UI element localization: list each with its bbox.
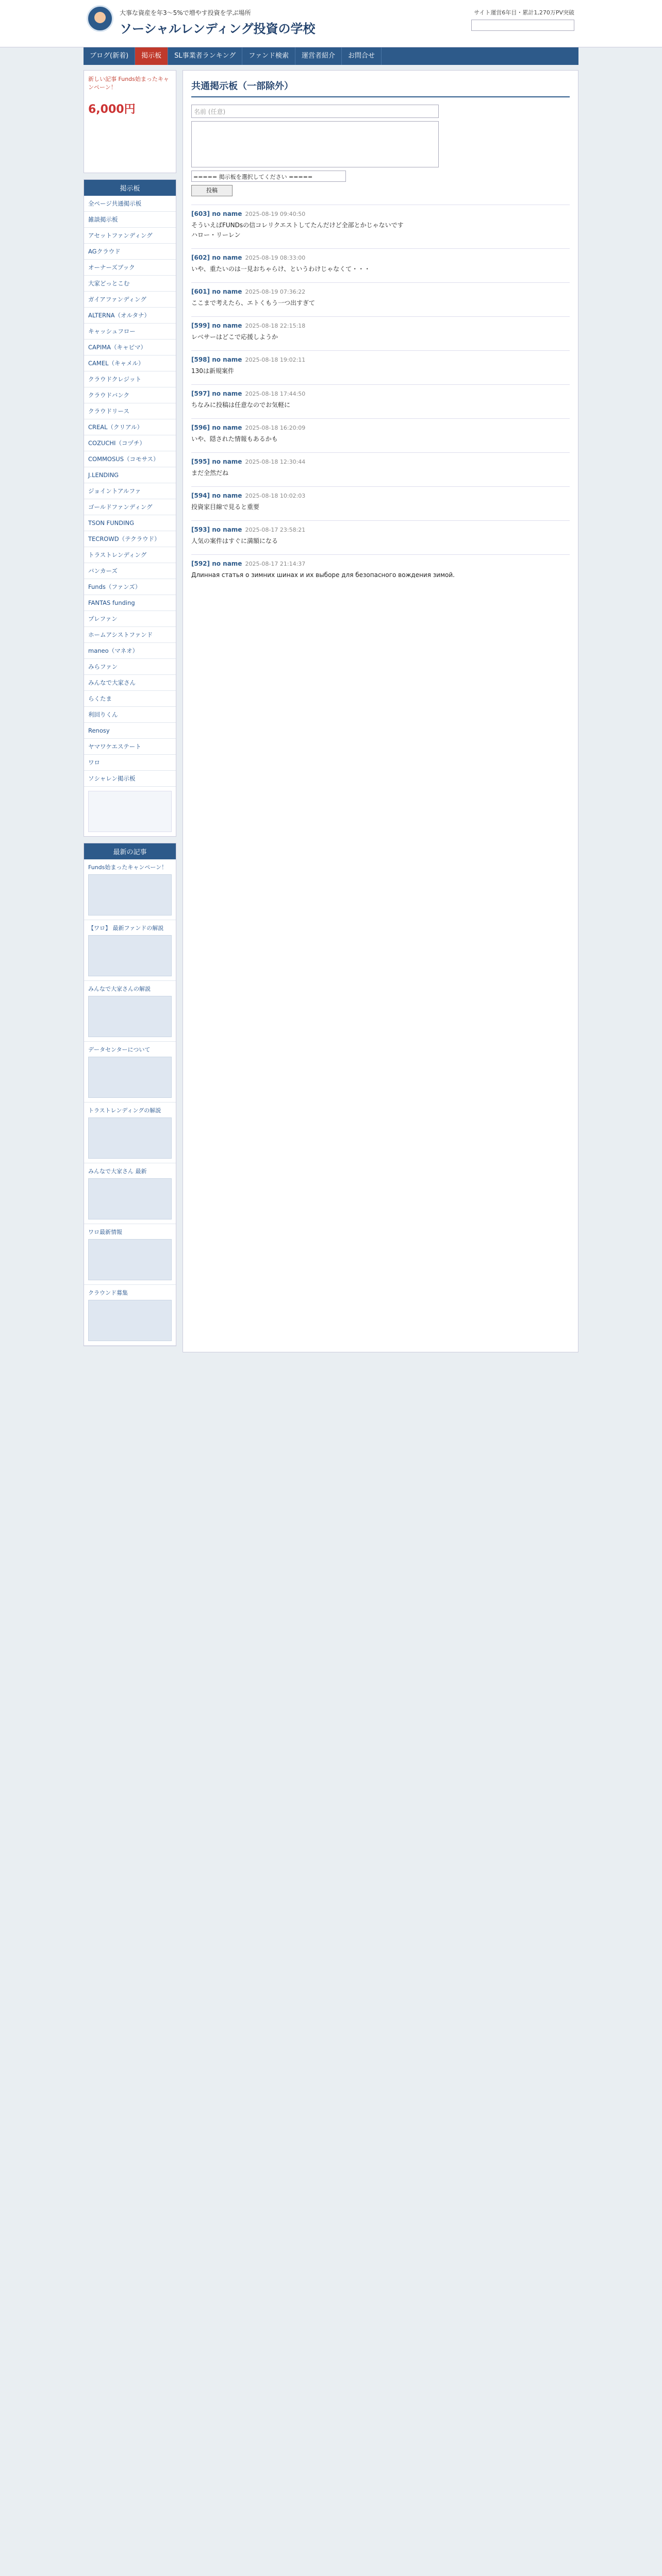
campaign-ad[interactable] — [84, 70, 176, 173]
board-post — [191, 486, 570, 520]
board-link[interactable]: COZUCHI（コヅチ） — [84, 435, 176, 451]
search-input[interactable] — [471, 20, 574, 31]
article-item[interactable] — [84, 1224, 176, 1285]
board-link[interactable]: ゴールドファンディング — [84, 499, 176, 515]
article-title: みんなで大家さん 最新 — [88, 1168, 147, 1175]
post-body: いや、隠された情報もあるかも — [191, 435, 278, 443]
post-date: 2025-08-18 16:20:09 — [245, 425, 306, 431]
nav-item[interactable]: 運営者紹介 — [295, 47, 342, 65]
post-date: 2025-08-19 07:36:22 — [245, 289, 306, 295]
article-thumbnail — [88, 935, 172, 976]
post-body: レベサーはどこで応援しようか — [191, 333, 278, 341]
post-date: 2025-08-17 21:14:37 — [245, 561, 306, 567]
board-link[interactable]: CAPIMA（キャピマ） — [84, 340, 176, 355]
board-link[interactable]: 雑談掲示板 — [84, 212, 176, 228]
board-link[interactable]: maneo（マネオ） — [84, 643, 176, 659]
board-link[interactable]: Funds（ファンズ） — [84, 579, 176, 595]
board-link[interactable]: Renosy — [84, 723, 176, 739]
post-number: [596] no name — [191, 424, 242, 431]
board-link[interactable]: プレファン — [84, 611, 176, 627]
board-post — [191, 248, 570, 282]
nav-item[interactable]: 掲示板 — [135, 47, 168, 65]
site-subtitle: 大事な資産を年3〜5%で増やす投資を学ぶ場所 — [120, 9, 251, 16]
article-title: Funds始まったキャンペーン！ — [88, 864, 168, 871]
board-select[interactable]: ===== 掲示板を選択してください ===== — [191, 171, 346, 182]
post-body: Длинная статья о зимних шинах и их выборе для безопасного вождения зимой. — [191, 571, 455, 579]
article-title: データセンターについて — [88, 1046, 151, 1053]
post-number: [602] no name — [191, 254, 242, 261]
article-item[interactable] — [84, 1285, 176, 1346]
nav-item[interactable]: SL事業者ランキング — [168, 47, 242, 65]
post-number: [593] no name — [191, 526, 242, 533]
board-post — [191, 554, 570, 588]
article-title: クラウンド募集 — [88, 1290, 128, 1296]
board-link[interactable]: TECROWD（テクラウド） — [84, 531, 176, 547]
article-thumbnail — [88, 1117, 172, 1159]
board-post — [191, 384, 570, 418]
article-thumbnail — [88, 996, 172, 1037]
name-field[interactable]: 名前 (任意) — [191, 105, 439, 118]
board-post — [191, 282, 570, 316]
board-link[interactable]: 大家どっとこむ — [84, 276, 176, 292]
post-date: 2025-08-17 23:58:21 — [245, 527, 306, 533]
article-title: ワロ最新情報 — [88, 1229, 122, 1235]
nav-item[interactable]: お問合せ — [342, 47, 382, 65]
recent-articles-title: 最新の記事 — [84, 843, 176, 859]
board-link[interactable]: みんなで大家さん — [84, 675, 176, 691]
board-link[interactable]: オーナーズブック — [84, 260, 176, 276]
site-title[interactable]: ソーシャルレンディング投資の学校 — [120, 22, 316, 36]
header-note: サイト運営6年目・累計1,270万PV突破 — [474, 9, 574, 16]
nav-item[interactable]: ファンド検索 — [242, 47, 295, 65]
article-item[interactable] — [84, 1163, 176, 1224]
board-link[interactable]: CAMEL（キャメル） — [84, 355, 176, 371]
post-body: ここまで考えたら、エトくもう一つ出すぎて — [191, 299, 316, 307]
site-header — [0, 0, 662, 47]
board-link[interactable]: トラストレンディング — [84, 547, 176, 563]
board-link[interactable]: J.LENDING — [84, 467, 176, 483]
post-body: 130は新規案件 — [191, 367, 234, 375]
post-body: そういえばFUNDsの信コレリクエストしてたんだけど全部とかじゃないです ハロー・リーレン — [191, 222, 404, 239]
board-link[interactable]: クラウドクレジット — [84, 371, 176, 387]
article-thumbnail — [88, 1300, 172, 1341]
board-link[interactable]: FANTAS funding — [84, 595, 176, 611]
post-body: いや、重たいのは一見おちゃらけ、というわけじゃなくて・・・ — [191, 265, 371, 273]
post-date: 2025-08-19 09:40:50 — [245, 211, 306, 217]
ad-text: 新しい記事 Funds始まったキャンペーン！ — [88, 76, 169, 91]
sidebar — [84, 70, 176, 1352]
board-link[interactable]: キャッシュフロー — [84, 324, 176, 340]
post-number: [601] no name — [191, 288, 242, 295]
post-number: [592] no name — [191, 560, 242, 567]
post-date: 2025-08-18 19:02:11 — [245, 357, 306, 363]
main-content — [183, 70, 578, 1352]
board-link[interactable]: バンカーズ — [84, 563, 176, 579]
post-number: [598] no name — [191, 356, 242, 363]
nav-item[interactable]: ブログ(新着) — [84, 47, 135, 65]
board-link[interactable]: ホームアシストファンド — [84, 627, 176, 643]
board-link[interactable]: らくたま — [84, 691, 176, 707]
article-thumbnail — [88, 1239, 172, 1280]
board-link[interactable]: クラウドリース — [84, 403, 176, 419]
article-title: トラストレンディングの解説 — [88, 1107, 161, 1114]
post-number: [597] no name — [191, 390, 242, 397]
post-body: ちなみに投稿は任意なのでお気軽に — [191, 401, 291, 409]
page-title: 共通掲示板（一部除外） — [191, 79, 570, 97]
message-field[interactable] — [191, 121, 439, 167]
board-link[interactable]: アセットファンディング — [84, 228, 176, 244]
recent-articles — [84, 843, 176, 1346]
board-link[interactable]: ガイアファンディング — [84, 292, 176, 308]
post-number: [603] no name — [191, 210, 242, 217]
board-link[interactable]: クラウドバンク — [84, 387, 176, 403]
board-post — [191, 316, 570, 350]
article-item[interactable] — [84, 920, 176, 981]
board-link[interactable]: ソシャレン掲示板 — [84, 771, 176, 787]
book-banner[interactable] — [88, 791, 172, 832]
board-link[interactable]: ALTERNA（オルタナ） — [84, 308, 176, 324]
board-link[interactable]: AGクラウド — [84, 244, 176, 260]
main-nav — [84, 47, 578, 65]
article-thumbnail — [88, 1178, 172, 1219]
board-link[interactable]: ヤマワケエステート — [84, 739, 176, 755]
board-post — [191, 205, 570, 248]
board-post — [191, 350, 570, 384]
article-item[interactable] — [84, 981, 176, 1042]
post-date: 2025-08-18 10:02:03 — [245, 493, 306, 499]
post-number: [599] no name — [191, 322, 242, 329]
article-thumbnail — [88, 1057, 172, 1098]
article-thumbnail — [88, 874, 172, 916]
post-body: 投資家目線で見ると重要 — [191, 503, 260, 511]
board-link[interactable]: COMMOSUS（コモサス） — [84, 451, 176, 467]
post-date: 2025-08-19 08:33:00 — [245, 255, 306, 261]
board-link[interactable]: CREAL（クリアル） — [84, 419, 176, 435]
post-body: 人気の案件はすぐに満額になる — [191, 537, 278, 545]
board-link[interactable]: ワロ — [84, 755, 176, 771]
article-item[interactable] — [84, 1103, 176, 1163]
article-title: みんなで大家さんの解説 — [88, 986, 151, 992]
board-post — [191, 452, 570, 486]
post-number: [595] no name — [191, 458, 242, 465]
board-link[interactable]: 全ページ共通掲示板 — [84, 196, 176, 212]
article-item[interactable] — [84, 1042, 176, 1103]
board-post — [191, 520, 570, 554]
article-title: 【ワロ】 最新ファンドの解説 — [88, 925, 164, 931]
ad-price: 6,000円 — [88, 103, 136, 116]
site-logo[interactable] — [87, 5, 113, 32]
post-date: 2025-08-18 12:30:44 — [245, 459, 306, 465]
submit-button[interactable]: 投稿 — [191, 185, 233, 196]
board-link[interactable]: TSON FUNDING — [84, 515, 176, 531]
board-post — [191, 418, 570, 452]
post-body: まだ全然だね — [191, 469, 229, 477]
board-link[interactable]: みらファン — [84, 659, 176, 675]
post-date: 2025-08-18 22:15:18 — [245, 323, 306, 329]
post-number: [594] no name — [191, 492, 242, 499]
board-link[interactable]: ジョイントアルファ — [84, 483, 176, 499]
post-date: 2025-08-18 17:44:50 — [245, 391, 306, 397]
board-menu — [84, 179, 176, 837]
board-menu-title: 掲示板 — [84, 180, 176, 196]
article-item[interactable] — [84, 859, 176, 920]
board-link[interactable]: 利回りくん — [84, 707, 176, 723]
